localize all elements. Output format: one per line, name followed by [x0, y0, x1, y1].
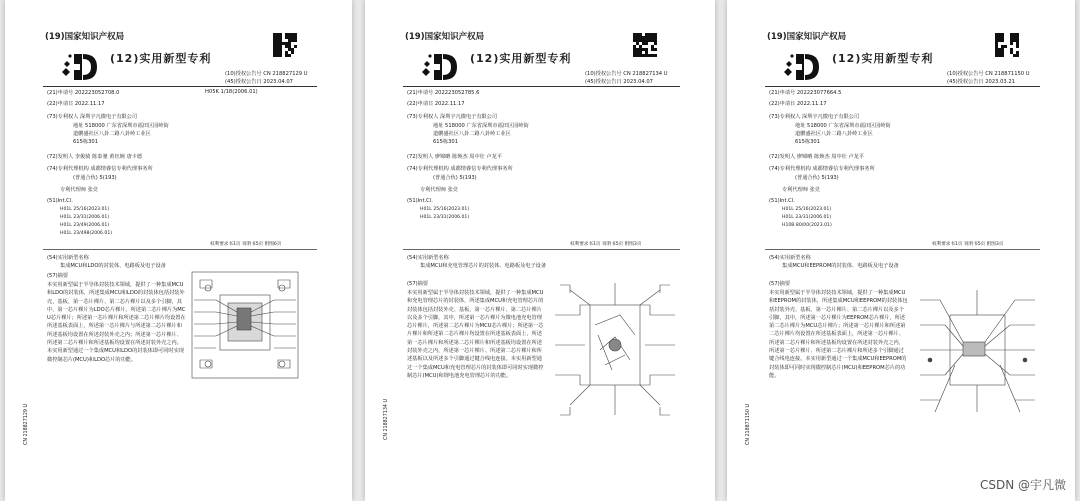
side-code: CN 218827129 U	[24, 404, 29, 445]
address-line: 道鹏盛社区八卦二路八卦岭工业区	[73, 131, 151, 137]
agent: 专利代理师 张竞	[420, 187, 458, 193]
classification: H05K 1/18(2006.01)	[205, 89, 258, 95]
patent-type-title: (12)实用新型专利	[470, 52, 572, 65]
ipc-label: (51)Int.Cl.	[769, 198, 795, 204]
abstract-label: (57)摘要	[47, 273, 69, 279]
ipc-item: H01L 25/16(2023.01)	[420, 207, 470, 212]
abstract-text: 本实用新型属于半导体封装技术领域，提供了一种集成MCU和LDO的封装体，所述集成MCU和LDO的封装体包括封装外壳、基板、第一芯片裸片、第二芯片裸片以及多个引脚，其中，第一芯片裸片为LDO芯片裸片，所述第二芯片裸片为MCU芯片裸片；所述第一芯片裸片和所述第二芯片裸片均设置在所述基板表面上，所述第一芯片裸片与所述第二芯片裸片和所述基板均设置在所述封装外壳之内；所述第一芯片裸片、所述第二芯片裸片和所述基板均设置在所述封装外壳之内。本实用新型通过一个集成MCU和LDO的封装体即可同时实现微控制芯片(MCU)和LDO芯片的功能。	[47, 282, 186, 363]
inventors: (72)发明人 李俊骑 陈泰驰 黄钰婉 唐卡德	[47, 154, 143, 160]
package-layout-figure	[915, 280, 1040, 420]
agency-line-2: (普通合伙) 5(193)	[795, 175, 839, 181]
ipc-label: (51)Int.Cl.	[47, 198, 73, 204]
divider	[43, 86, 317, 87]
patent-page-2	[365, 0, 715, 501]
divider	[765, 249, 1040, 250]
address-line: 615栋301	[433, 139, 458, 145]
utility-title: 集成MCU和EEPROM的封装体、电路板及电子设备	[782, 263, 899, 269]
application-date: (22)申请日 2022.11.17	[407, 101, 465, 107]
page-count: 权利要求书1页 说明书5页 附图3页	[932, 242, 1004, 247]
utility-title-label: (54)实用新型名称	[47, 255, 89, 261]
office-name: (19)国家知识产权局	[405, 32, 485, 42]
utility-title-label: (54)实用新型名称	[769, 255, 811, 261]
ipc-label: (51)Int.Cl.	[407, 198, 433, 204]
qr-code-icon	[633, 33, 657, 57]
inventors: (72)发明人 廖锦略 陈焕杰 周中壮 卢龙平	[769, 154, 865, 160]
side-code: CN 218827134 U	[384, 399, 389, 440]
patent-type-title: (12)实用新型专利	[832, 52, 934, 65]
agent: 专利代理师 张竞	[782, 187, 820, 193]
abstract-label: (57)摘要	[407, 281, 429, 287]
ipc-item: H01L 23/31(2006.01)	[60, 215, 110, 220]
application-date: (22)申请日 2022.11.17	[769, 101, 827, 107]
package-layout-figure	[550, 275, 680, 425]
page-count: 权利要求书1页 说明书5页 附图6页	[210, 242, 282, 247]
ipc-item: H01L 23/31(2006.01)	[420, 215, 470, 220]
patentee: (73)专利权人 深圳宇凡微电子有限公司	[47, 114, 138, 120]
ipc-item: H01L 23/49(2006.01)	[60, 223, 110, 228]
ipc-item: H01L 23/498(2006.01)	[60, 231, 113, 236]
qr-code-icon	[273, 33, 297, 57]
address-line: 地址 518000 广东省深圳市福田区园岭街	[73, 123, 169, 129]
patentee: (73)专利权人 深圳宇凡微电子有限公司	[407, 114, 498, 120]
package-layout-figure	[190, 270, 300, 380]
utility-title: 集成MCU和充电管理芯片的封装体、电路板及电子设备	[420, 263, 547, 269]
patentee: (73)专利权人 深圳宇凡微电子有限公司	[769, 114, 860, 120]
patent-type-title: (12)实用新型专利	[110, 52, 212, 65]
office-name: (19)国家知识产权局	[45, 32, 125, 42]
patent-page-1	[5, 0, 352, 501]
cnipa-logo-icon	[420, 52, 460, 84]
application-date: (22)申请日 2022.11.17	[47, 101, 105, 107]
address-line: 地址 518000 广东省深圳市福田区园岭街	[795, 123, 891, 129]
agency-line-2: (普通合伙) 5(193)	[433, 175, 477, 181]
utility-title: 集成MCU和LDO的封装体、电路板及电子设备	[60, 263, 166, 269]
address-line: 道鹏盛社区八卦二路八卦岭工业区	[433, 131, 511, 137]
page-count: 权利要求书1页 说明书5页 附图3页	[570, 242, 642, 247]
agency: (74)专利代理机构 成都情睿信专利代理事务所	[407, 166, 513, 172]
agency: (74)专利代理机构 成都情睿信专利代理事务所	[769, 166, 875, 172]
watermark: CSDN @宇凡微	[979, 478, 1066, 492]
divider	[765, 86, 1040, 87]
agency-line-2: (普通合伙) 5(193)	[73, 175, 117, 181]
ipc-item: H01L 25/16(2023.01)	[60, 207, 110, 212]
inventors: (72)发明人 廖锦略 陈焕杰 周中壮 卢龙平	[407, 154, 503, 160]
abstract-label: (57)摘要	[769, 281, 791, 287]
divider	[403, 86, 680, 87]
agent: 专利代理师 张竞	[60, 187, 98, 193]
cnipa-logo-icon	[60, 52, 100, 84]
agency: (74)专利代理机构 成都情睿信专利代理事务所	[47, 166, 153, 172]
application-number: (21)申请号 202223052708.0	[47, 90, 120, 96]
ipc-item: H10B 80/00(2023.01)	[782, 223, 832, 228]
publication-date: (45)授权公告日 2023.03.21	[947, 79, 1015, 85]
address-line: 道鹏盛社区八卦二路八卦岭工业区	[795, 131, 873, 137]
publication-number: (10)授权公告号 CN 218827129 U	[225, 71, 308, 77]
abstract-text: 本实用新型属于半导体封装技术领域，提供了一种集成MCU和充电管理芯片的封装体，所述集成MCU和充电管理芯片的封装体包括封装外壳、基板、第一芯片裸片、第二芯片裸片以及多个引脚，其中，所述第一芯片裸片为微电池充电管理芯片裸片，所述第二芯片裸片为MCU芯片裸片；所述第一芯片裸片和所述第二芯片裸片均设置在所述基板表面上，所述第一芯片裸片和所述第二芯片裸片和所述基板均设置在所述封装外壳之内，所述第一芯片裸片、所述第二芯片裸片和所述基板以及所述多个引脚通过键合线电连接。本实用新型通过一个集成MCU和充电管理芯片的封装体即可同时实现微控制芯片(MCU)和锂电池充电管理芯片的功能。	[407, 290, 544, 379]
address-line: 地址 518000 广东省深圳市福田区园岭街	[433, 123, 529, 129]
address-line: 615栋301	[73, 139, 98, 145]
abstract-text: 本实用新型属于半导体封装技术领域，提供了一种集成MCU和EEPROM的封装体，所述集成MCU和EEPROM的封装体包括封装外壳、基板、第一芯片裸片、第二芯片裸片以及多个引脚，其中，所述第一芯片裸片为EEPROM芯片裸片，所述第二芯片裸片为MCU芯片裸片；所述第一芯片裸片和所述第二芯片裸片均设置在所述基板表面上，所述第一芯片裸片、所述第二芯片裸片和所述基板均设置在所述封装外壳之内，所述第一芯片裸片、所述第二芯片裸片和所述多个引脚通过键合线电连接。本实用新型通过一个集成MCU和EEPROM的封装体即可同时实现微控制芯片(MCU)和EEPROM芯片的功能。	[769, 290, 908, 379]
qr-code-icon	[995, 33, 1019, 57]
ipc-item: H01L 23/31(2006.01)	[782, 215, 832, 220]
cnipa-logo-icon	[782, 52, 822, 84]
divider	[403, 249, 680, 250]
application-number: (21)申请号 202223052785.6	[407, 90, 480, 96]
ipc-item: H01L 25/16(2023.01)	[782, 207, 832, 212]
side-code: CN 218871150 U	[746, 404, 751, 445]
publication-number: (10)授权公告号 CN 218827134 U	[585, 71, 668, 77]
publication-date: (45)授权公告日 2023.04.07	[585, 79, 653, 85]
divider	[43, 249, 317, 250]
utility-title-label: (54)实用新型名称	[407, 255, 449, 261]
patent-page-3	[727, 0, 1075, 501]
publication-date: (45)授权公告日 2023.04.07	[225, 79, 293, 85]
application-number: (21)申请号 202223077664.5	[769, 90, 842, 96]
publication-number: (10)授权公告号 CN 218871150 U	[947, 71, 1030, 77]
office-name: (19)国家知识产权局	[767, 32, 847, 42]
address-line: 615栋301	[795, 139, 820, 145]
